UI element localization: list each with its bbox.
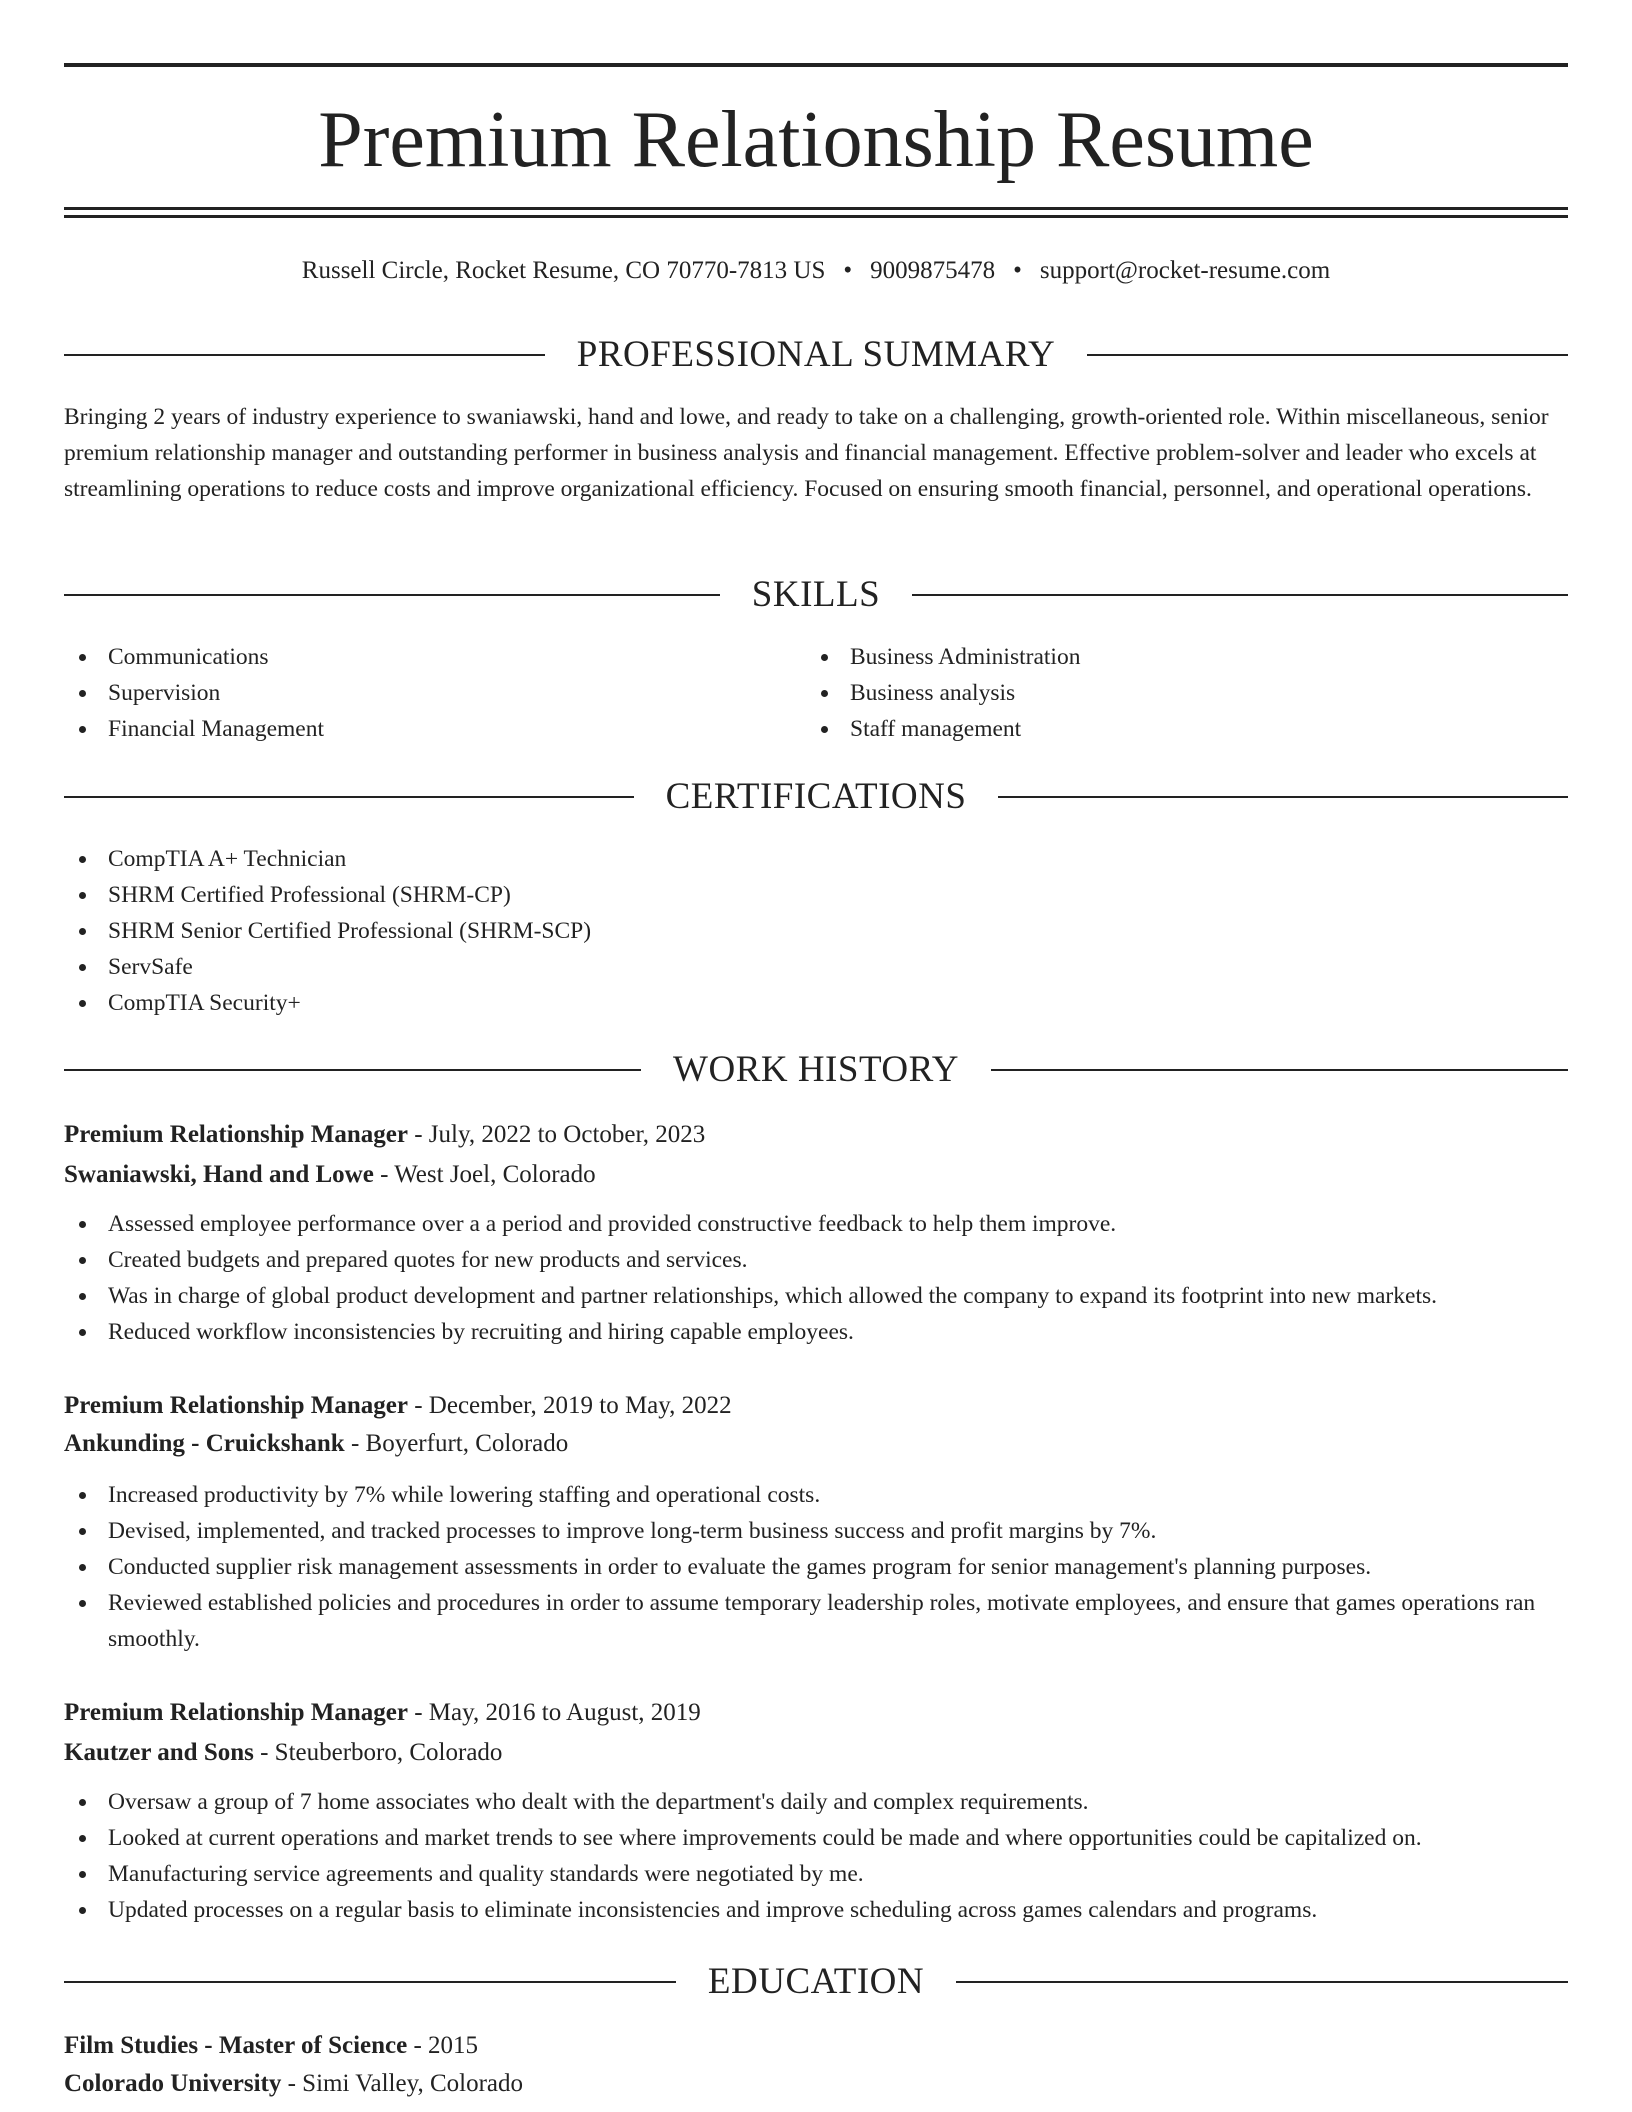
heading-rule <box>64 354 545 356</box>
job-dates: - December, 2019 to May, 2022 <box>407 1392 732 1419</box>
skills-column-right <box>806 639 1548 747</box>
heading-rule <box>998 796 1568 798</box>
certification-item: SHRM Senior Certified Professional (SHRM-SCP) <box>64 913 1568 949</box>
job-title-line <box>64 1116 1568 1154</box>
certifications-heading <box>64 775 1568 819</box>
heading-rule <box>64 594 720 596</box>
job-company-line <box>64 1734 1568 1772</box>
job-bullet: Manufacturing service agreements and quality standards were negotiated by me. <box>64 1856 1568 1892</box>
skills-column-left <box>64 639 806 747</box>
heading-rule <box>912 594 1568 596</box>
job-bullet: Looked at current operations and market trends to see where improvements could be made and where opportunities could be capitalized on. <box>64 1820 1568 1856</box>
work-heading-label: WORK HISTORY <box>673 1049 959 1090</box>
job-bullet: Reduced workflow inconsistencies by recruiting and hiring capable employees. <box>64 1314 1568 1350</box>
job-company: Swaniawski, Hand and Lowe <box>64 1161 374 1188</box>
job-location: - Boyerfurt, Colorado <box>344 1430 569 1457</box>
job-title: Premium Relationship Manager <box>64 1699 408 1726</box>
job-entry <box>64 1694 1568 1928</box>
skill-item: Business Administration <box>806 639 1548 675</box>
summary-heading <box>64 333 1568 377</box>
heading-rule <box>64 796 634 798</box>
heading-rule <box>64 1069 641 1071</box>
job-bullet: Reviewed established policies and procedures in order to assume temporary leadership roles, motivate employees, and ensure that games operations ran smoothly. <box>64 1585 1568 1657</box>
job-location: - Steuberboro, Colorado <box>253 1739 503 1766</box>
certification-item: ServSafe <box>64 949 1568 985</box>
certification-item: CompTIA A+ Technician <box>64 841 1568 877</box>
job-bullet: Oversaw a group of 7 home associates who dealt with the department's daily and complex requirements. <box>64 1784 1568 1820</box>
job-bullet: Was in charge of global product development and partner relationships, which allowed the company to expand its footprint into new markets. <box>64 1278 1568 1314</box>
job-entry <box>64 1387 1568 1657</box>
education-entry <box>64 2027 1568 2103</box>
job-title-line <box>64 1694 1568 1732</box>
contact-email: support@rocket-resume.com <box>1039 257 1331 284</box>
title-rule-lower <box>64 215 1568 218</box>
skill-item: Financial Management <box>64 711 806 747</box>
job-bullet: Updated processes on a regular basis to eliminate inconsistencies and improve scheduling across games calendars and programs. <box>64 1892 1568 1928</box>
contact-address: Russell Circle, Rocket Resume, CO 70770-7813 US <box>301 257 826 284</box>
certification-item: CompTIA Security+ <box>64 985 1568 1021</box>
skill-item: Supervision <box>64 675 806 711</box>
education-school-line <box>64 2065 1568 2103</box>
skills-heading <box>64 573 1568 617</box>
education-degree: Film Studies - Master of Science <box>64 2032 408 2059</box>
education-heading-label: EDUCATION <box>707 1961 925 2002</box>
job-title: Premium Relationship Manager <box>64 1392 408 1419</box>
job-bullet: Assessed employee performance over a a period and provided constructive feedback to help them improve. <box>64 1206 1568 1242</box>
job-company: Ankunding - Cruickshank <box>64 1430 345 1457</box>
work-heading <box>64 1048 1568 1092</box>
job-location: - West Joel, Colorado <box>373 1161 596 1188</box>
summary-text: Bringing 2 years of industry experience to swaniawski, hand and lowe, and ready to take on a challenging, growth-oriented role. Within miscellaneous, senior premium relationship manager and outstanding performer in business analysis and financial management. Effective problem-solver and leader who excels at streamlining operations to reduce costs and improve organizational efficiency. Focused on ensuring smooth financial, personnel, and operational operations. <box>64 404 1549 502</box>
job-dates: - July, 2022 to October, 2023 <box>407 1121 706 1148</box>
education-heading <box>64 1960 1568 2004</box>
job-bullet: Conducted supplier risk management assessments in order to evaluate the games program for senior management's planning purposes. <box>64 1549 1568 1585</box>
resume-title: Premium Relationship Resume <box>318 96 1314 184</box>
skill-item: Communications <box>64 639 806 675</box>
summary-block <box>64 399 1568 507</box>
heading-rule <box>991 1069 1568 1071</box>
contact-separator: • <box>843 257 853 284</box>
skill-item: Staff management <box>806 711 1548 747</box>
heading-rule <box>1087 354 1568 356</box>
job-bullet: Devised, implemented, and tracked processes to improve long-term business success and profit margins by 7%. <box>64 1513 1568 1549</box>
contact-line <box>64 254 1568 288</box>
job-bullet: Increased productivity by 7% while lowering staffing and operational costs. <box>64 1477 1568 1513</box>
job-company-line <box>64 1156 1568 1194</box>
summary-heading-label: PROFESSIONAL SUMMARY <box>576 334 1056 375</box>
certifications-heading-label: CERTIFICATIONS <box>665 776 967 817</box>
certifications-list <box>64 841 1568 1021</box>
job-title-line <box>64 1387 1568 1425</box>
education-degree-line <box>64 2027 1568 2065</box>
top-rule <box>64 63 1568 67</box>
skills-heading-label: SKILLS <box>751 574 881 615</box>
education-school: Colorado University <box>64 2070 282 2097</box>
job-company-line <box>64 1425 1568 1463</box>
job-title: Premium Relationship Manager <box>64 1121 408 1148</box>
education-location: - Simi Valley, Colorado <box>281 2070 524 2097</box>
job-company: Kautzer and Sons <box>64 1739 254 1766</box>
title-rule-upper <box>64 207 1568 210</box>
contact-separator: • <box>1013 257 1022 284</box>
certification-item: SHRM Certified Professional (SHRM-CP) <box>64 877 1568 913</box>
job-bullet: Created budgets and prepared quotes for new products and services. <box>64 1242 1568 1278</box>
skill-item: Business analysis <box>806 675 1548 711</box>
skills-list <box>64 639 1568 747</box>
heading-rule <box>956 1981 1568 1983</box>
job-entry <box>64 1116 1568 1350</box>
job-dates: - May, 2016 to August, 2019 <box>407 1699 701 1726</box>
contact-phone: 9009875478 <box>870 257 996 284</box>
education-year: - 2015 <box>407 2032 479 2059</box>
heading-rule <box>64 1981 676 1983</box>
